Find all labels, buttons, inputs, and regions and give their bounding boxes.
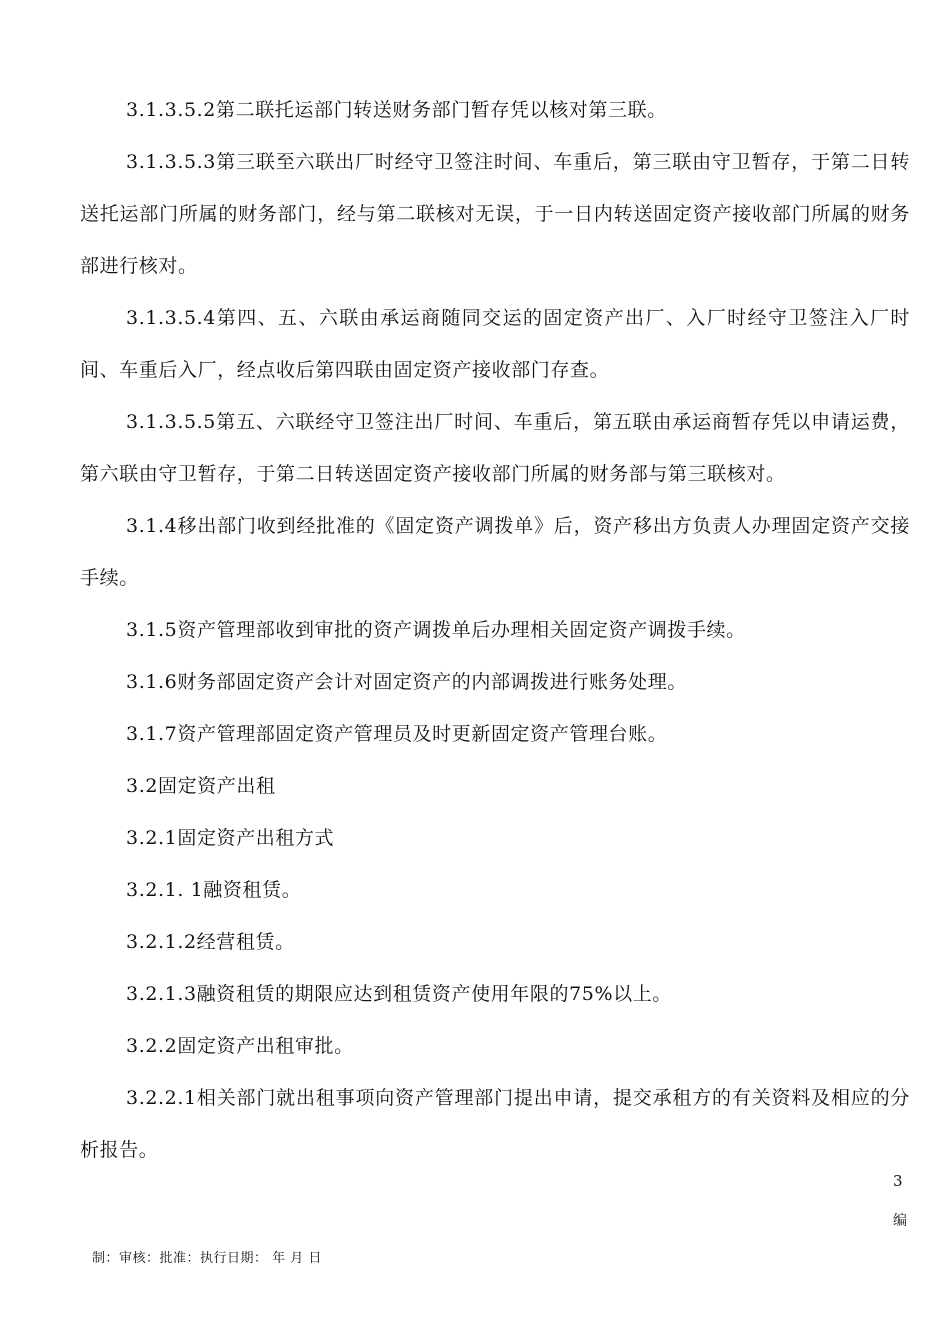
paragraph-3-2-1-3: 3.2.1.3融资租赁的期限应达到租赁资产使用年限的75%以上。 xyxy=(126,983,672,1005)
paragraph-3-1-7: 3.1.7资产管理部固定资产管理员及时更新固定资产管理台账。 xyxy=(126,723,668,745)
document-body xyxy=(80,84,910,1176)
section-heading-3-2: 3.2固定资产出租 xyxy=(126,775,276,797)
paragraph-3-1-3-5-5: 3.1.3.5.5第五、六联经守卫签注出厂时间、车重后，第五联由承运商暂存凭以申请运费，第六联由守卫暂存，于第二日转送固定资产接收部门所属的财务部与第三联核对。 xyxy=(80,411,910,485)
paragraph-3-1-4: 3.1.4移出部门收到经批准的《固定资产调拨单》后，资产移出方负责人办理固定资产交接手续。 xyxy=(80,515,910,589)
paragraph-3-2-2: 3.2.2固定资产出租审批。 xyxy=(126,1035,354,1057)
paragraph-3-2-2-1: 3.2.2.1相关部门就出租事项向资产管理部门提出申请，提交承租方的有关资料及相应的分析报告。 xyxy=(80,1087,910,1161)
footer-approval-line: 制：审核：批准：执行日期： 年 月 日 xyxy=(92,1251,322,1266)
paragraph-3-2-1-1: 3.2.1. 1融资租赁。 xyxy=(126,879,302,901)
paragraph-3-1-6: 3.1.6财务部固定资产会计对固定资产的内部调拨进行账务处理。 xyxy=(126,671,687,693)
paragraph-3-2-1: 3.2.1固定资产出租方式 xyxy=(126,827,335,849)
paragraph-3-2-1-2: 3.2.1.2经营租赁。 xyxy=(126,931,295,953)
paragraph-3-1-5: 3.1.5资产管理部收到审批的资产调拨单后办理相关固定资产调拨手续。 xyxy=(126,619,746,641)
paragraph-3-1-3-5-4: 3.1.3.5.4第四、五、六联由承运商随同交运的固定资产出厂、入厂时经守卫签注入厂时间、车重后入厂，经点收后第四联由固定资产接收部门存查。 xyxy=(80,307,910,381)
paragraph-3-1-3-5-3: 3.1.3.5.3第三联至六联出厂时经守卫签注时间、车重后，第三联由守卫暂存，于第二日转送托运部门所属的财务部门，经与第二联核对无误，于一日内转送固定资产接收部门所属的财务部进行核对。 xyxy=(80,151,910,277)
paragraph-3-1-3-5-2: 3.1.3.5.2第二联托运部门转送财务部门暂存凭以核对第三联。 xyxy=(126,99,667,121)
footer-tail-text: 编 xyxy=(893,1213,907,1229)
page-number: 3 xyxy=(893,1172,903,1190)
